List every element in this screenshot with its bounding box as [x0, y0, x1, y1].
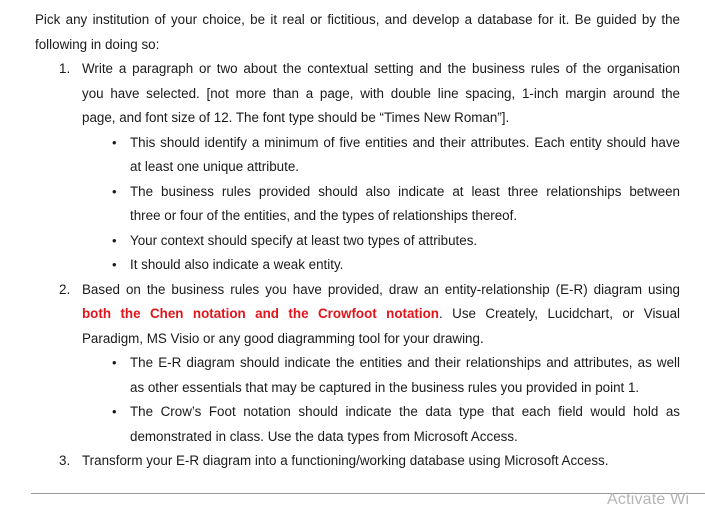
item-2-bullet-1-line-2: as other essentials that may be captured in the business rules you provided in point 1. [130, 379, 640, 395]
item-2-bullet-2-line-1: • The Crow’s Foot notation should indicate the data type that each field would hold as [35, 400, 680, 425]
item-2-line-3: Paradigm, MS Visio or any good diagramming tool for your drawing. [82, 330, 484, 346]
intro-line-2: following in doing so: [35, 36, 160, 52]
item-2-line-1: 2. Based on the business rules you have provided, draw an entity-relationship (E-R) diagram using [35, 278, 680, 303]
item-1-bullet-2-line-2: three or four of the entities, and the types of relationships thereof. [130, 208, 518, 223]
bullet-icon: • [112, 232, 117, 248]
item-3-line-1: 3. Transform your E-R diagram into a functioning/working database using Microsoft Access. [35, 449, 680, 474]
bullet-icon: • [112, 134, 117, 150]
intro-line-1: Pick any institution of your choice, be it real or fictitious, and develop a database for it. Be guided by the [35, 12, 680, 27]
bullet-icon: • [112, 257, 117, 272]
item-2-number: 2. [59, 281, 71, 297]
item-1-line-1: 1. Write a paragraph or two about the contextual setting and the business rules of the organisation [35, 57, 680, 82]
item-2-bullet-2-line-2: demonstrated in class. Use the data types from Microsoft Access. [130, 428, 518, 444]
bullet-icon: • [112, 404, 117, 419]
notation-highlight: both the Chen notation and the Crowfoot notation [82, 306, 439, 321]
assignment-document [35, 8, 680, 474]
item-2-bullet-1-line-1: • The E-R diagram should indicate the entities and their relationships and attributes, as well [35, 351, 680, 376]
item-1-bullet-1-line-1: • This should identify a minimum of five entities and their attributes. Each entity should have [35, 131, 680, 156]
item-1-bullet-3: • Your context should specify at least two types of attributes. [35, 229, 680, 254]
item-1-bullet-2-line-1: • The business rules provided should also indicate at least three relationships between [35, 180, 680, 205]
item-3-number: 3. [59, 453, 71, 468]
bullet-icon: • [112, 355, 117, 370]
activation-watermark: Activate Wi [607, 491, 690, 508]
page-bottom-rule [31, 493, 705, 494]
item-1-line-3: page, and font size of 12. The font type should be “Times New Roman”]. [82, 110, 510, 125]
item-1-bullet-1-line-2: at least one unique attribute. [130, 159, 299, 174]
bullet-icon: • [112, 183, 117, 199]
item-1-bullet-4: • It should also indicate a weak entity. [35, 253, 680, 278]
item-2-line-2: both the Chen notation and the Crowfoot notation. Use Creately, Lucidchart, or Visual [82, 306, 680, 321]
item-1-number: 1. [59, 61, 71, 76]
item-1-line-2: you have selected. [not more than a page, with double line spacing, 1-inch margin around the [82, 85, 680, 101]
